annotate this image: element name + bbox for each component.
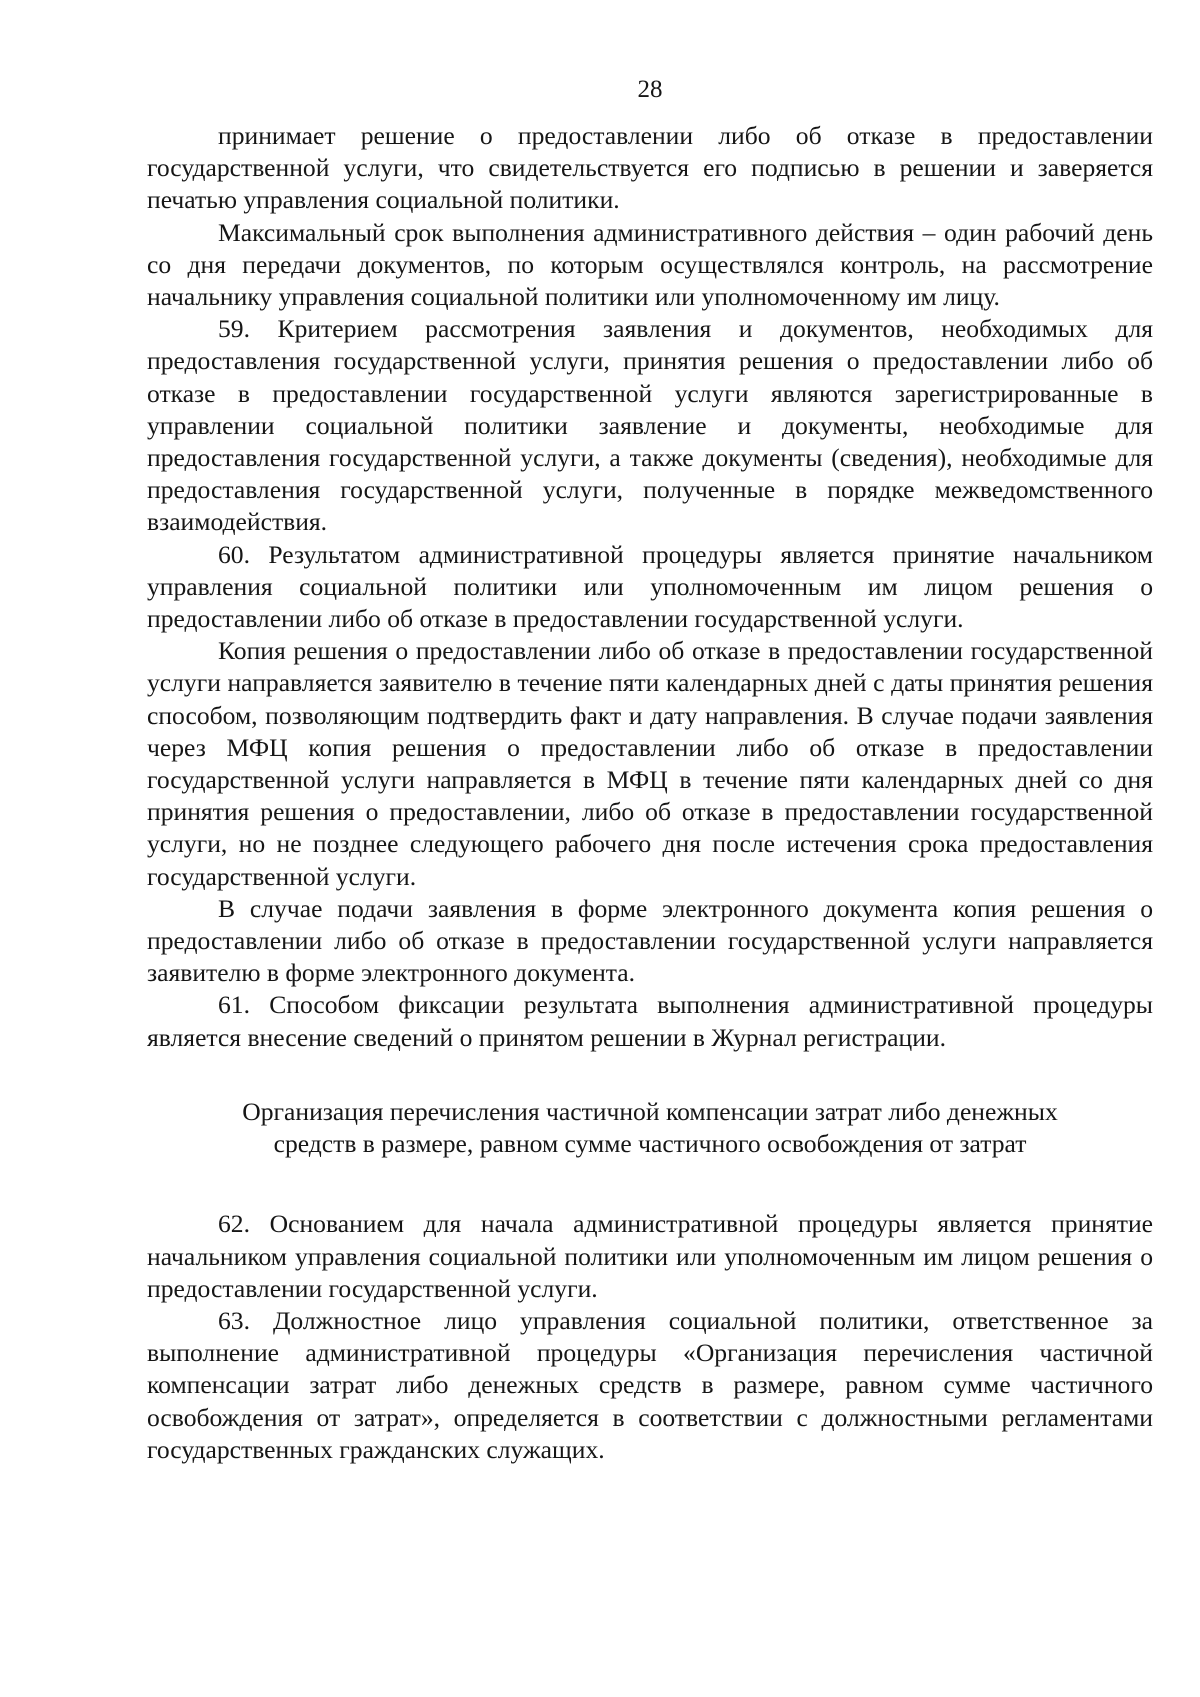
paragraph-decision-copy: Копия решения о предоставлении либо об отказе в предоставлении государственной услуги направляется заявителю в течение пяти календарных дней с даты принятия решения способом, позволяющим подтвердить факт и дату направления. В случае подачи заявления через МФЦ копия решения о предоставлении либо об отказе в предоставлении государственной услуги направляется в МФЦ в течение пяти календарных дней со дня принятия решения о предоставлении, либо об отказе в предоставлении государственной услуги, но не позднее следующего рабочего дня после истечения срока предоставления государственной услуги. xyxy=(147,636,1153,891)
section-heading-line-1: Организация перечисления частичной компенсации затрат либо денежных xyxy=(242,1096,1058,1126)
paragraph-decision-continuation: принимает решение о предоставлении либо об отказе в предоставлении государственной услуги, что свидетельствуется его подписью в решении и заверяется печатью управления социальной политики. xyxy=(147,121,1153,215)
document-body xyxy=(147,120,1153,1466)
section-heading-line-2: средств в размере, равном сумме частичного освобождения от затрат xyxy=(273,1129,1027,1159)
page-number: 28 xyxy=(637,76,663,103)
paragraph-59: 59. Критерием рассмотрения заявления и документов, необходимых для предоставления государственной услуги, принятия решения о предоставлении либо об отказе в предоставлении государственной услуги являются зарегистрированные в управлении социальной политики заявление и документы, необходимые для предоставления государственной услуги, а также документы (сведения), необходимые для предоставления государственной услуги, полученные в порядке межведомственного взаимодействия. xyxy=(147,314,1153,537)
section-heading xyxy=(147,1096,1153,1160)
document-page xyxy=(147,0,1153,1697)
paragraph-electronic-copy: В случае подачи заявления в форме электронного документа копия решения о предоставлении либо об отказе в предоставлении государственной услуги направляется заявителю в форме электронного документа. xyxy=(147,893,1153,988)
paragraph-62: 62. Основанием для начала административной процедуры является принятие начальником управления социальной политики или уполномоченным им лицом решения о предоставлении государственной услуги. xyxy=(147,1209,1153,1303)
paragraph-max-term: Максимальный срок выполнения административного действия – один рабочий день со дня передачи документов, по которым осуществлялся контроль, на рассмотрение начальнику управления социальной политики или уполномоченному им лицу. xyxy=(147,217,1153,312)
paragraph-61: 61. Способом фиксации результата выполнения административной процедуры является внесение сведений о принятом решении в Журнал регистрации. xyxy=(147,990,1153,1052)
paragraph-60: 60. Результатом административной процедуры является принятие начальником управления социальной политики или уполномоченным им лицом решения о предоставлении либо об отказе в предоставлении государственной услуги. xyxy=(147,539,1153,634)
paragraph-63: 63. Должностное лицо управления социальной политики, ответственное за выполнение административной процедуры «Организация перечисления частичной компенсации затрат либо денежных средств в размере, равном сумме частичного освобождения от затрат», определяется в соответствии с должностными регламентами государственных гражданских служащих. xyxy=(147,1305,1153,1464)
